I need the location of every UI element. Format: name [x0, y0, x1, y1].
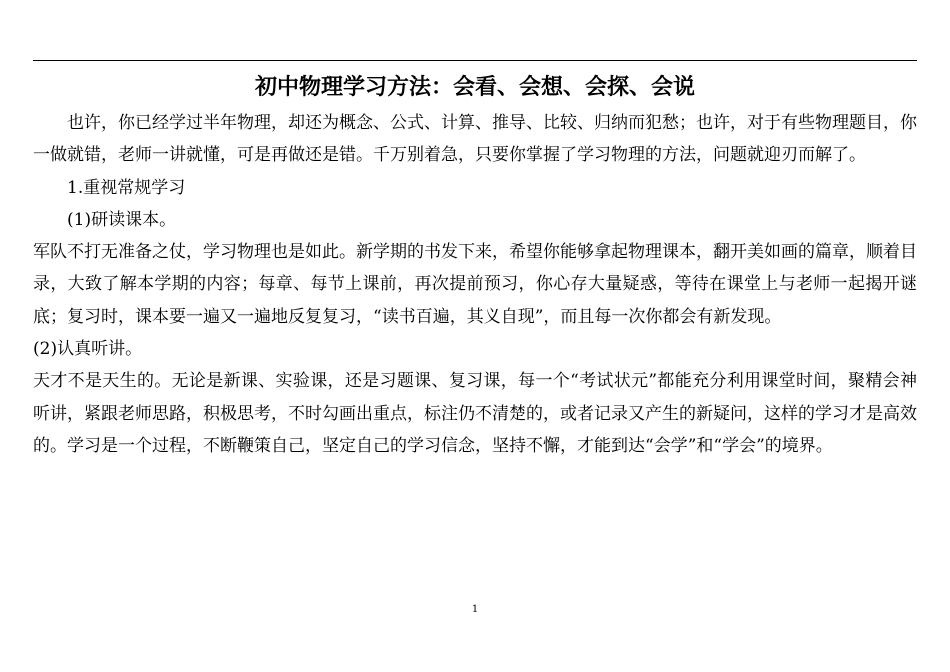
subsection-heading-1: (1)研读课本。 — [67, 209, 177, 230]
document-body — [33, 107, 917, 462]
intro-paragraph: 也许，你已经学过半年物理，却还为概念、公式、计算、推导、比较、归纳而犯愁；也许，对于有些物理题目，你一做就错，老师一讲就懂，可是再做还是错。千万别着急，只要你掌握了学习物理的方法，问题就迎刃而解了。 — [33, 113, 917, 166]
subsection-paragraph-1: 军队不打无准备之仗，学习物理也是如此。新学期的书发下来，希望你能够拿起物理课本，翻开美如画的篇章，顺着目录，大致了解本学期的内容；每章、每节上课前，再次提前预习，你心存大量疑惑，等待在课堂上与老师一起揭开谜底；复习时，课本要一遍又一遍地反复复习，“读书百遍，其义自现”，而且每一次你都会有新发现。 — [33, 242, 917, 327]
page-number: 1 — [471, 604, 479, 615]
section-heading-1: 1.重视常规学习 — [67, 177, 186, 198]
header-rule — [33, 60, 917, 61]
subsection-heading-2: (2)认真听讲。 — [33, 339, 143, 360]
document-title: 初中物理学习方法：会看、会想、会探、会说 — [254, 74, 695, 100]
subsection-paragraph-2: 天才不是天生的。无论是新课、实验课，还是习题课、复习课，每一个“考试状元”都能充分利用课堂时间，聚精会神听讲，紧跟老师思路，积极思考，不时勾画出重点，标注仍不清楚的，或者记录又产生的新疑问，这样的学习才是高效的。学习是一个过程，不断鞭策自己，坚定自己的学习信念，坚持不懈，才能到达“会学”和“学会”的境界。 — [33, 371, 917, 456]
